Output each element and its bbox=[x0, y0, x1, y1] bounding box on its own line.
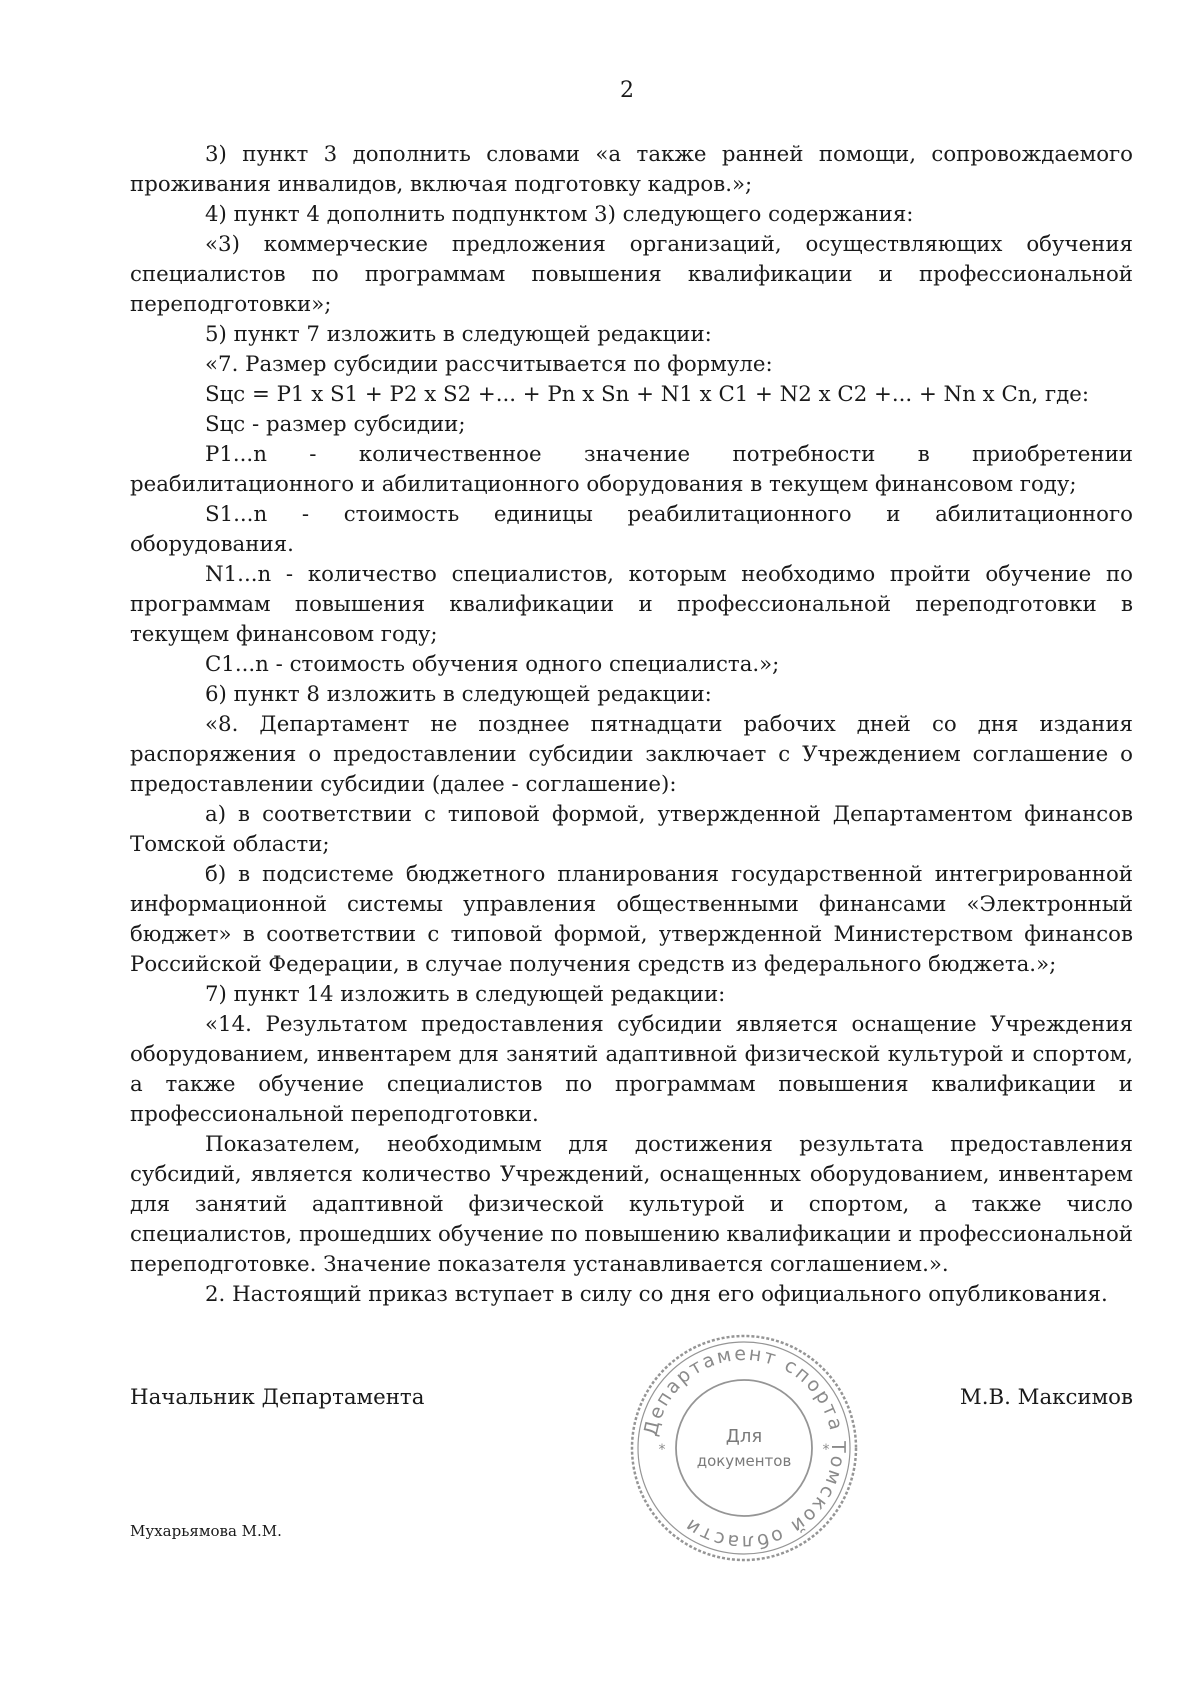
paragraph-point-8: «8. Департамент не позднее пятнадцати рабочих дней со дня издания распоряжения о предоставлении субсидии заключает с Учреждением соглашение о предоставлении субсидии (далее - соглашение): bbox=[130, 712, 1133, 797]
formula-def-n: N1...n - количество специалистов, которым необходимо пройти обучение по программам повышения квалификации и профессиональной переподготовки в текущем финансовом году; bbox=[130, 562, 1133, 647]
paragraph-amendment-5: 5) пункт 7 изложить в следующей редакции: bbox=[205, 322, 712, 347]
paragraph-amendment-4: 4) пункт 4 дополнить подпунктом 3) следующего содержания: bbox=[205, 202, 914, 227]
paragraph-point-14: «14. Результатом предоставления субсидии является оснащение Учреждения оборудованием, инвентарем для занятий адаптивной физической культурой и спортом, а также обучение специалистов по программам повышения квалификации и профессиональной переподготовки. bbox=[130, 1012, 1133, 1127]
formula-def-s: Sцс - размер субсидии; bbox=[205, 412, 466, 437]
executor-name: Мухарьямова М.М. bbox=[130, 1522, 282, 1540]
document-body bbox=[130, 140, 1133, 1310]
paragraph-point-8-b: б) в подсистеме бюджетного планирования государственной интегрированной информационной системы управления общественными финансами «Электронный бюджет» в соответствии с типовой формой, утвержденной Министерством финансов Российской Федерации, в случае получения средств из федерального бюджета.»; bbox=[130, 862, 1133, 977]
stamp-ring-text bbox=[640, 1343, 849, 1553]
formula-def-c: C1...n - стоимость обучения одного специалиста.»; bbox=[205, 652, 780, 677]
paragraph-effective-date: 2. Настоящий приказ вступает в силу со дня его официального опубликования. bbox=[205, 1282, 1108, 1307]
formula-def-s1: S1...n - стоимость единицы реабилитационного и абилитационного оборудования. bbox=[130, 502, 1133, 557]
paragraph-point-7-intro: «7. Размер субсидии рассчитывается по формуле: bbox=[205, 352, 773, 377]
stamp-center-line1: Для bbox=[725, 1426, 763, 1447]
stamp-ring-textpath: Департамент спорта Томской области bbox=[639, 1342, 850, 1554]
paragraph-subpoint-3: «3) коммерческие предложения организаций, осуществляющих обучения специалистов по программам повышения квалификации и профессиональной переподготовки»; bbox=[130, 232, 1133, 317]
formula-def-p: P1...n - количественное значение потребности в приобретении реабилитационного и абилитационного оборудования в текущем финансовом году; bbox=[130, 442, 1133, 497]
signatory-position: Начальник Департамента bbox=[130, 1385, 425, 1410]
stamp-star-right: * bbox=[822, 1442, 830, 1458]
paragraph-point-8-a: а) в соответствии с типовой формой, утвержденной Департаментом финансов Томской области; bbox=[130, 802, 1133, 857]
paragraph-amendment-3: 3) пункт 3 дополнить словами «а также ранней помощи, сопровождаемого проживания инвалидов, включая подготовку кадров.»; bbox=[130, 142, 1133, 197]
paragraph-amendment-6: 6) пункт 8 изложить в следующей редакции: bbox=[205, 682, 712, 707]
stamp-star-left: * bbox=[658, 1442, 666, 1458]
signatory-name: М.В. Максимов bbox=[959, 1385, 1133, 1410]
official-stamp bbox=[628, 1332, 860, 1564]
paragraph-amendment-7: 7) пункт 14 изложить в следующей редакции: bbox=[205, 982, 726, 1007]
formula-line: Sцс = P1 x S1 + P2 x S2 +... + Pn x Sn + N1 x C1 + N2 x C2 +... + Nn x Cn, где: bbox=[205, 382, 1090, 407]
paragraph-indicator: Показателем, необходимым для достижения результата предоставления субсидий, является количество Учреждений, оснащенных оборудованием, инвентарем для занятий адаптивной физической культурой и спортом, а также число специалистов, прошедших обучение по повышению квалификации и профессиональной переподготовке. Значение показателя устанавливается соглашением.». bbox=[130, 1132, 1133, 1277]
page-number: 2 bbox=[620, 78, 634, 103]
stamp-center-line2: документов bbox=[696, 1452, 792, 1470]
